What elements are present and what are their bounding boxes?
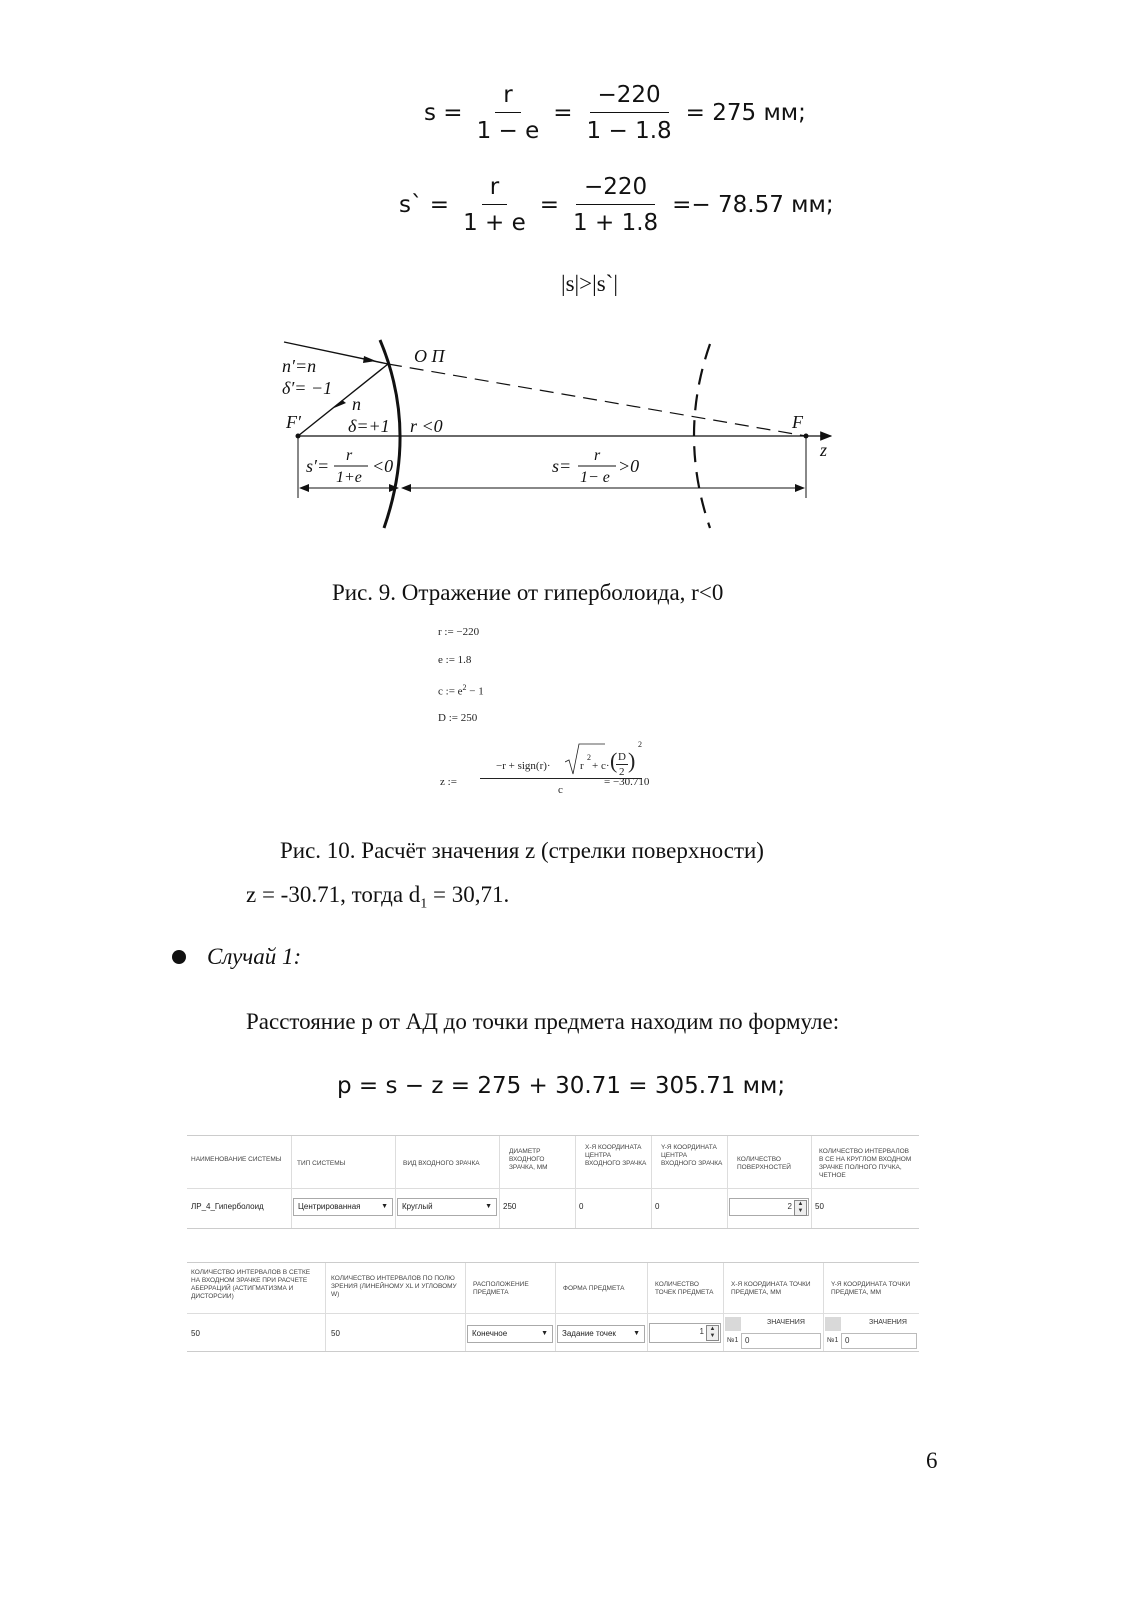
surfaces-stepper[interactable]: 2 ▲ ▼ (729, 1198, 809, 1216)
label-n-prime: n′=n (282, 356, 317, 376)
label-s-prime-lhs: s′= (306, 456, 330, 476)
dashed-ray (388, 364, 806, 436)
header-object-shape: ФОРМА ПРЕДМЕТА (563, 1285, 625, 1292)
system-type-select[interactable]: Центрированная ▼ (293, 1198, 393, 1216)
formula-s-prime-lhs: s` = (399, 192, 450, 218)
bullet-icon (172, 950, 186, 964)
intervals-aberr-value[interactable]: 50 (191, 1329, 200, 1338)
label-s-prime-rhs: <0 (372, 456, 394, 476)
header-system-type: ТИП СИСТЕМЫ (297, 1160, 346, 1167)
y-points-corner (825, 1317, 841, 1331)
mathcad-line-c: c := $e^2 - 1$ (438, 683, 484, 698)
chevron-down-icon: ▼ (541, 1330, 548, 1337)
header-diameter: ДИАМЕТР ВХОДНОГО ЗРАЧКА, ММ (509, 1148, 548, 1171)
diameter-value[interactable]: 250 (503, 1202, 517, 1211)
object-shape-select[interactable]: Задание точек ▼ (557, 1325, 645, 1343)
formula-s-den2: 1 − 1.8 (586, 118, 672, 144)
figure-9-caption: Рис. 9. Отражение от гиперболоида, r<0 (332, 580, 724, 605)
header-system-name: НАИМЕНОВАНИЕ СИСТЕМЫ (191, 1156, 282, 1163)
header-y-center: Y-Я КООРДИНАТА ЦЕНТРА ВХОДНОГО ЗРАЧКА (661, 1144, 723, 1167)
mathcad-line-e: e := 1.8 (438, 654, 472, 666)
chevron-down-icon: ▼ (633, 1330, 640, 1337)
system-params-table (187, 1135, 919, 1229)
mathcad-line-d: D := 250 (438, 712, 478, 724)
distance-text: Расстояние p от АД до точки предмета находим по формуле: (246, 1009, 840, 1034)
x-values-header: ЗНАЧЕНИЯ (767, 1319, 805, 1326)
chevron-down-icon: ▼ (381, 1203, 388, 1210)
header-intervals-aberr: КОЛИЧЕСТВО ИНТЕРВАЛОВ В СЕТКЕ НА ВХОДНОМ ЗРАЧКЕ ПРИ РАСЧЕТЕ АБЕРРАЦИЙ (АСТИГМАТИЗМА И ДИСТОРСИИ) (191, 1269, 311, 1300)
formula-s-result: = 275 мм; (685, 100, 806, 126)
label-s-den: 1− e (580, 469, 610, 486)
points-stepper[interactable]: 1 ▲ ▼ (649, 1323, 721, 1343)
label-delta: δ=+1 (348, 416, 390, 436)
label-f-prime: F′ (286, 412, 301, 432)
header-y-point: Y-Я КООРДИНАТА ТОЧКИ ПРЕДМЕТА, ММ (831, 1281, 911, 1296)
label-s-prime-num: r (346, 447, 353, 464)
y-center-value[interactable]: 0 (655, 1202, 660, 1211)
label-f: F (792, 412, 803, 432)
inequality: |s|>|s`| (561, 271, 618, 296)
header-intervals: КОЛИЧЕСТВО ИНТЕРВАЛОВ В СЕ НА КРУГЛОМ ВХОДНОМ ЗРАЧКЕ ПОЛНОГО ПУЧКА, ЧЕТНОЕ (819, 1148, 912, 1179)
x-point-value[interactable]: 0 (741, 1333, 821, 1349)
formula-s: s = $\frac{r}{1 - e}$ = $\frac{-220}{1 - 1.8}$ = 275 мм; (424, 82, 806, 144)
chevron-down-icon: ▼ (485, 1203, 492, 1210)
formula-s-prime-num1: r (482, 172, 507, 205)
object-params-table (187, 1262, 919, 1352)
formula-s-num1: r (495, 80, 520, 113)
header-surfaces: КОЛИЧЕСТВО ПОВЕРХНОСТЕЙ (737, 1156, 791, 1171)
label-delta-prime: δ′= −1 (282, 378, 333, 398)
y-row-label: №1 (827, 1337, 839, 1344)
formula-s-den1: 1 − e (476, 118, 540, 144)
header-points: КОЛИЧЕСТВО ТОЧЕК ПРЕДМЕТА (655, 1281, 714, 1296)
label-r-neg: r <0 (410, 416, 443, 436)
formula-s-prime-num2: −220 (576, 172, 655, 205)
mathcad-z-formula: z := −r + sign(r)· r 2 + c· ( D 2 ) 2 c = −30.710 (440, 740, 650, 796)
page-number: 6 (926, 1448, 938, 1473)
label-z: z (820, 440, 828, 460)
header-object-position: РАСПОЛОЖЕНИЕ ПРЕДМЕТА (473, 1281, 529, 1296)
header-intervals-field: КОЛИЧЕСТВО ИНТЕРВАЛОВ ПО ПОЛЮ ЗРЕНИЯ (ЛИНЕЙНОМУ XL И УГЛОВОМУ W) (331, 1275, 457, 1298)
label-s-rhs: >0 (618, 456, 640, 476)
intervals-field-value[interactable]: 50 (331, 1329, 340, 1338)
intervals-value[interactable]: 50 (815, 1202, 824, 1211)
formula-s-prime-den1: 1 + e (463, 210, 526, 236)
header-x-point: X-Я КООРДИНАТА ТОЧКИ ПРЕДМЕТА, ММ (731, 1281, 811, 1296)
hyperboloid-diagram (276, 330, 856, 540)
stepper-arrows-icon[interactable]: ▲ ▼ (706, 1325, 719, 1341)
formula-s-prime: s` = $\frac{r}{1 + e}$ = $\frac{-220}{1 + 1.8}$ =− 78.57 мм; (399, 174, 834, 236)
object-position-select[interactable]: Конечное ▼ (467, 1325, 553, 1343)
stepper-arrows-icon[interactable]: ▲ ▼ (794, 1200, 807, 1216)
p-formula: p = s − z = 275 + 30.71 = 305.71 мм; (337, 1073, 786, 1099)
x-row-label: №1 (727, 1337, 739, 1344)
header-x-center: X-Я КООРДИНАТА ЦЕНТРА ВХОДНОГО ЗРАЧКА (585, 1144, 647, 1167)
formula-s-num2: −220 (590, 80, 669, 113)
label-s-lhs: s= (552, 456, 572, 476)
pupil-type-select[interactable]: Круглый ▼ (397, 1198, 497, 1216)
y-values-header: ЗНАЧЕНИЯ (869, 1319, 907, 1326)
label-n: n (352, 394, 361, 414)
formula-s-prime-den2: 1 + 1.8 (573, 210, 659, 236)
x-center-value[interactable]: 0 (579, 1202, 584, 1211)
system-name-value: ЛР_4_Гиперболоид (191, 1202, 264, 1211)
label-s-num: r (594, 447, 601, 464)
label-s-prime-den: 1+e (336, 469, 362, 486)
case-label: Случай 1: (207, 944, 302, 969)
header-pupil-type: ВИД ВХОДНОГО ЗРАЧКА (403, 1160, 480, 1167)
x-points-corner (725, 1317, 741, 1331)
formula-s-lhs: s = (424, 100, 463, 126)
formula-s-prime-result: =− 78.57 мм; (672, 192, 834, 218)
mathcad-line-r: r := −220 (438, 626, 480, 638)
label-op: O П (414, 346, 445, 366)
figure-10-caption: Рис. 10. Расчёт значения z (стрелки поверхности) (280, 838, 764, 863)
y-point-value[interactable]: 0 (841, 1333, 917, 1349)
z-result-line: z = -30.71, тогда $d_1 = 30,71$. (246, 882, 510, 912)
